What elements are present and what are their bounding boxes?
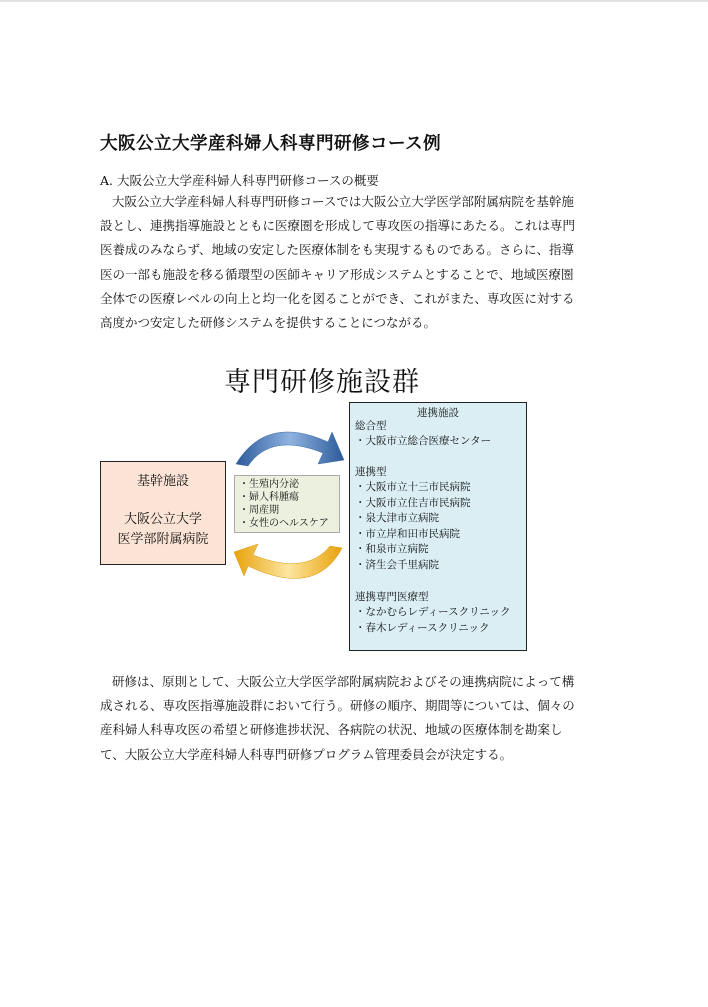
document-title: 大阪公立大学産科婦人科専門研修コース例 [100,134,442,154]
core-facility-box [100,461,226,565]
partner-clinic-item: ・春木レディースクリニック [355,621,490,634]
partner-facilities-box [349,402,527,651]
partner-clinic-item: ・なかむらレディースクリニック [355,606,511,618]
paragraph-line: 大阪公立大学産科婦人科専門研修コースでは大阪公立大学医学部附属病院を基幹施 [112,194,574,209]
partner-hospital-item: ・大阪市立総合医療センター [355,435,492,447]
overview-paragraph [100,190,608,335]
training-field-item: ・女性のヘルスケア [239,518,329,529]
paragraph-line: 医養成のみならず、地域の安定した医療体制をも実現するものである。さらに、指導 [100,242,575,258]
core-facility-label: 基幹施設 [136,474,189,489]
training-paragraph [100,670,608,767]
partner-hospital-item: ・市立岸和田市民病院 [355,527,460,540]
paragraph-line: 医の一部も施設を移る循環型の医師キャリア形成システムとすることで、地域医療圏 [100,266,574,282]
partner-hospital-item: ・済生会千里病院 [355,558,439,571]
paragraph-line: 高度かつ安定した研修システムを提供することにつながる。 [100,314,437,330]
partner-hospital-item: ・大阪市立住吉市民病院 [355,496,471,509]
affiliated-type-group [355,465,471,573]
paragraph-line: 研修は、原則として、大阪公立大学医学部附属病院およびその連携病院によって構 [112,674,575,689]
training-field-item: ・生殖内分泌 [239,479,299,490]
paragraph-line: 設とし、連携指導施設とともに医療圏を形成して専攻医の指導にあたる。これは専門 [100,218,576,234]
core-facility-name-line2: 医学部附属病院 [117,532,209,547]
partner-hospital-item: ・和泉市立病院 [355,543,429,555]
affiliated-type-label: 連携型 [355,466,387,478]
section-heading: A. 大阪公立大学産科婦人科専門研修コースの概要 [100,173,379,188]
partner-hospital-item: ・泉大津市立病院 [355,512,439,524]
paragraph-line: て、大阪公立大学産科婦人科専門研修プログラム管理委員会が決定する。 [100,746,513,762]
paragraph-line: 全体での医療レベルの向上と均一化を図ることができ、これがまた、専攻医に対する [100,290,575,306]
training-fields-box [234,475,340,533]
page-top-edge [0,0,708,2]
general-type-group [355,419,491,450]
bottom-arrow-icon [234,544,342,578]
training-field-item: ・周産期 [239,505,279,516]
diagram-title: 専門研修施設群 [224,367,420,398]
core-facility-name-line1: 大阪公立大学 [123,512,202,527]
core-facility-name [101,510,225,550]
top-arrow-icon [236,432,344,466]
paragraph-line: 成される、専攻医指導施設群において行う。研修の順序、期間等については、個々の [100,698,575,714]
partner-hospital-item: ・大阪市立十三市民病院 [355,481,471,493]
specialty-type-group [355,590,511,636]
training-field-item: ・婦人科腫瘍 [239,492,299,503]
general-type-label: 総合型 [355,420,387,432]
specialty-type-label: 連携専門医療型 [355,591,429,603]
paragraph-line: 産科婦人科専攻医の希望と研修進捗状況、各病院の状況、地域の医療体制を勘案し [100,722,563,738]
partner-box-title: 連携施設 [417,407,459,419]
